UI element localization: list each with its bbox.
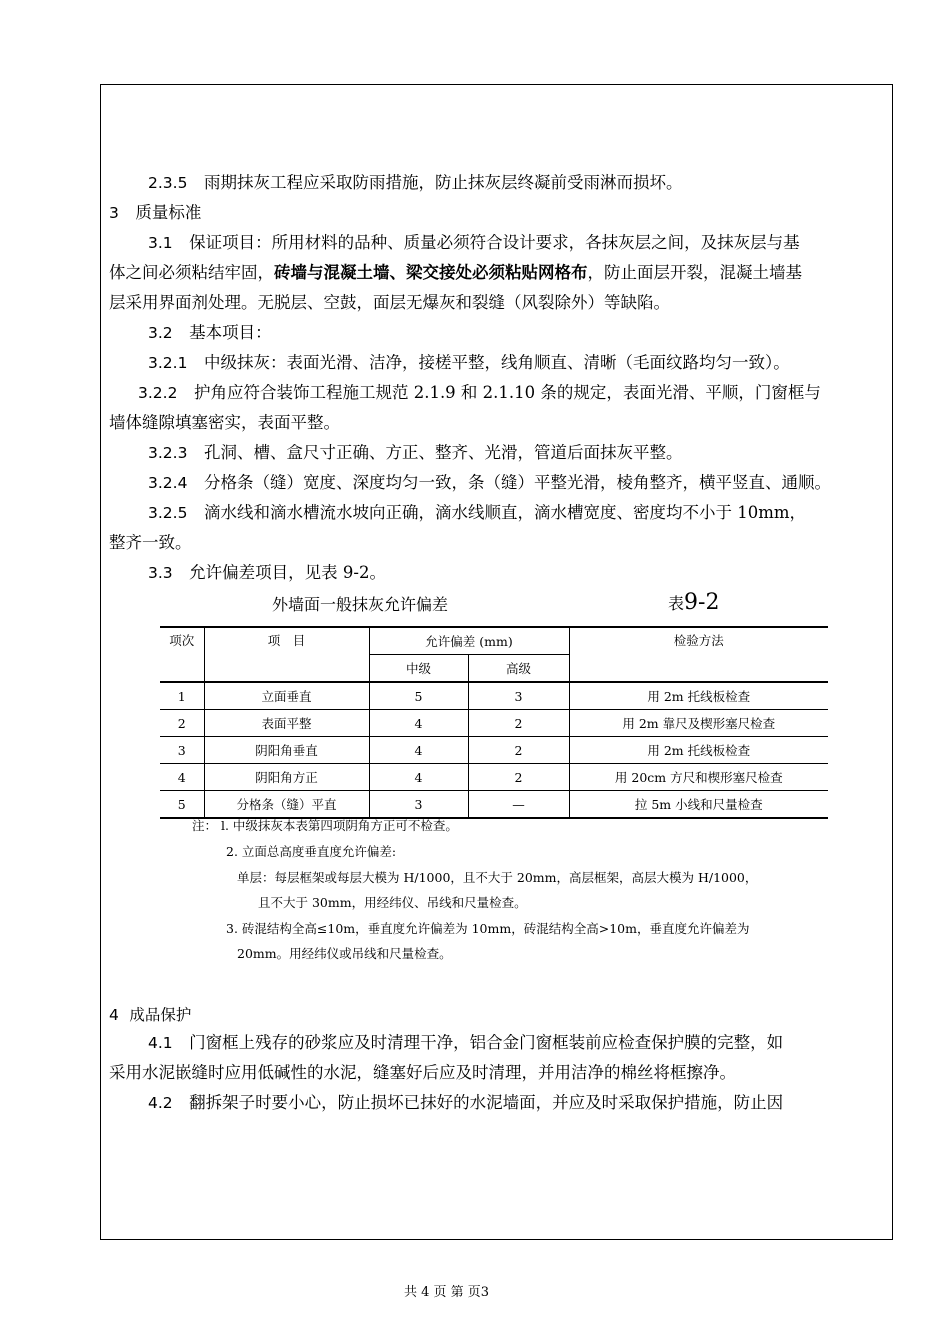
clause-3-2-1: 3.2.1 中级抹灰：表面光滑、洁净，接槎平整，线角顺直、清晰（毛面纹路均匀一致）。 xyxy=(148,353,790,372)
cell-item: 阴阳角方正 xyxy=(204,764,369,791)
clause-3-2: 3.2 基本项目： xyxy=(148,323,272,342)
clause-4-1-line1: 4.1 门窗框上残存的砂浆应及时清理干净，铝合金门窗框装前应检查保护膜的完整，如 xyxy=(148,1033,784,1052)
cell-mid: 3 xyxy=(369,791,468,819)
cell-method: 用 2m 托线板检查 xyxy=(569,682,828,710)
cell-mid: 4 xyxy=(369,710,468,737)
note-3-continued: 20mm。用经纬仪或吊线和尺量检查。 xyxy=(237,946,452,961)
clause-3-1-line2: 体之间必须粘结牢固，砖墙与混凝土墙、梁交接处必须粘贴网格布，防止面层开裂，混凝土墙基 xyxy=(109,263,802,282)
header-item: 项 目 xyxy=(204,627,369,682)
page-footer: 共 4 页 第 页3 xyxy=(404,1285,490,1300)
cell-item: 立面垂直 xyxy=(204,682,369,710)
table-caption: 外墙面一般抹灰允许偏差 xyxy=(272,595,449,614)
cell-high: — xyxy=(468,791,569,819)
bold-requirement: 砖墙与混凝土墙、梁交接处必须粘贴网格布 xyxy=(274,263,588,282)
cell-index: 2 xyxy=(160,710,204,737)
cell-high: 2 xyxy=(468,710,569,737)
clause-3-2-3: 3.2.3 孔洞、槽、盒尺寸正确、方正、整齐、光滑，管道后面抹灰平整。 xyxy=(148,443,683,462)
note-2: 2. 立面总高度垂直度允许偏差: xyxy=(226,844,397,859)
clause-3-2-5-line1: 3.2.5 滴水线和滴水槽流水坡向正确，滴水线顺直，滴水槽宽度、密度均不小于 10mm， xyxy=(148,503,806,522)
note-2-continued: 且不大于 30mm，用经纬仪、吊线和尺量检查。 xyxy=(258,895,527,910)
note-2-single-storey: 单层：每层框架或每层大模为 H/1000，且不大于 20mm，高层框架，高层大模为 H/1000， xyxy=(237,870,758,885)
clause-3-2-2-line1: 3.2.2 护角应符合装饰工程施工规范 2.1.9 和 2.1.10 条的规定，表面光滑、平顺，门窗框与 xyxy=(138,383,821,402)
clause-4-2-line1: 4.2 翻拆架子时要小心，防止损坏已抹好的水泥墙面，并应及时采取保护措施，防止因 xyxy=(148,1093,784,1112)
cell-item: 阴阳角垂直 xyxy=(204,737,369,764)
cell-method: 用 2m 托线板检查 xyxy=(569,737,828,764)
header-high: 高级 xyxy=(468,655,569,683)
note-3: 3. 砖混结构全高≤10m，垂直度允许偏差为 10mm，砖混结构全高>10m，垂直度允许偏差为 xyxy=(226,921,750,936)
header-method: 检验方法 xyxy=(569,627,828,682)
section-4-heading: 4 成品保护 xyxy=(109,1006,192,1024)
clause-2-3-5: 2.3.5 雨期抹灰工程应采取防雨措施，防止抹灰层终凝前受雨淋而损坏。 xyxy=(148,173,683,192)
cell-high: 2 xyxy=(468,737,569,764)
cell-item: 表面平整 xyxy=(204,710,369,737)
clause-3-3: 3.3 允许偏差项目，见表 9-2。 xyxy=(148,563,386,582)
cell-index: 3 xyxy=(160,737,204,764)
clause-3-2-2-line2: 墙体缝隙填塞密实，表面平整。 xyxy=(109,413,340,432)
section-3-heading: 3 质量标准 xyxy=(109,203,202,222)
cell-method: 用 20cm 方尺和楔形塞尺检查 xyxy=(569,764,828,791)
clause-3-1-line3: 层采用界面剂处理。无脱层、空鼓，面层无爆灰和裂缝（风裂除外）等缺陷。 xyxy=(109,293,670,312)
cell-high: 3 xyxy=(468,682,569,710)
note-1: 注： l. 中级抹灰本表第四项阴角方正可不检查。 xyxy=(192,818,458,833)
clause-3-2-4: 3.2.4 分格条（缝）宽度、深度均匀一致，条（缝）平整光滑，棱角整齐，横平竖直、通顺。 xyxy=(148,473,831,492)
cell-mid: 4 xyxy=(369,737,468,764)
cell-high: 2 xyxy=(468,764,569,791)
cell-method: 拉 5m 小线和尺量检查 xyxy=(569,791,828,819)
cell-mid: 5 xyxy=(369,682,468,710)
header-mid: 中级 xyxy=(369,655,468,683)
cell-index: 4 xyxy=(160,764,204,791)
cell-method: 用 2m 靠尺及楔形塞尺检查 xyxy=(569,710,828,737)
header-deviation: 允许偏差 (mm) xyxy=(369,627,569,655)
table-number: 表9-2 xyxy=(668,590,720,615)
cell-mid: 4 xyxy=(369,764,468,791)
clause-3-1-line1: 3.1 保证项目：所用材料的品种、质量必须符合设计要求，各抹灰层之间，及抹灰层与基 xyxy=(148,233,800,252)
header-index: 项次 xyxy=(160,627,204,682)
clause-3-2-5-line2: 整齐一致。 xyxy=(109,533,192,552)
deviation-table xyxy=(160,626,828,819)
cell-index: 1 xyxy=(160,682,204,710)
cell-item: 分格条（缝）平直 xyxy=(204,791,369,819)
cell-index: 5 xyxy=(160,791,204,819)
clause-4-1-line2: 采用水泥嵌缝时应用低碱性的水泥，缝塞好后应及时清理，并用洁净的棉丝将框擦净。 xyxy=(109,1063,736,1082)
